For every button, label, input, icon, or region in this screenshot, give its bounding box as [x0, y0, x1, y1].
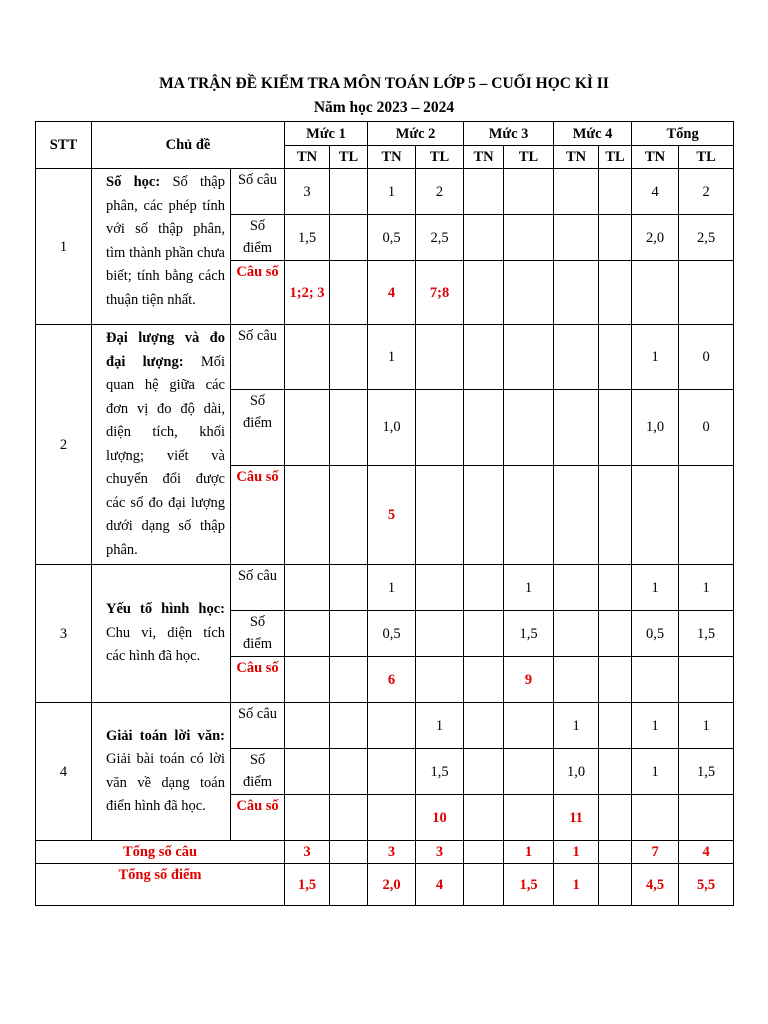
value-cell: 7;8 [416, 261, 464, 325]
value-cell [554, 389, 599, 465]
header-sub-4: TN [464, 146, 504, 169]
total-value-cell [330, 841, 368, 864]
value-cell: 11 [554, 795, 599, 841]
header-sub-0: TN [285, 146, 330, 169]
value-cell [599, 215, 632, 261]
value-cell [330, 389, 368, 465]
value-cell: 1,5 [285, 215, 330, 261]
row-label-cau-so: Câu số [231, 261, 285, 325]
total-value-cell: 1 [554, 864, 599, 906]
row-label-so-diem: Số điểm [231, 749, 285, 795]
total-value-cell [330, 864, 368, 906]
row-label-so-cau: Số câu [231, 565, 285, 611]
totals-label: Tổng số điểm [36, 864, 285, 906]
row-label-cau-so: Câu số [231, 465, 285, 564]
value-cell [504, 703, 554, 749]
value-cell: 1 [368, 169, 416, 215]
stt-cell: 3 [36, 565, 92, 703]
header-sub-3: TL [416, 146, 464, 169]
value-cell [416, 325, 464, 390]
value-cell: 2,0 [632, 215, 679, 261]
value-cell [464, 703, 504, 749]
topic-cell [92, 565, 231, 703]
header-sub-2: TN [368, 146, 416, 169]
value-cell: 1 [632, 565, 679, 611]
value-cell: 5 [368, 465, 416, 564]
value-cell: 2,5 [679, 215, 734, 261]
value-cell [599, 465, 632, 564]
value-cell [330, 169, 368, 215]
row-label-cau-so: Câu số [231, 657, 285, 703]
value-cell [285, 611, 330, 657]
value-cell: 9 [504, 657, 554, 703]
value-cell: 1,5 [416, 749, 464, 795]
total-value-cell [464, 864, 504, 906]
value-cell: 2 [416, 169, 464, 215]
header-sub-8: TN [632, 146, 679, 169]
value-cell [599, 325, 632, 390]
value-cell: 1,0 [632, 389, 679, 465]
topic-heading: Yếu tố hình học: [106, 601, 225, 618]
value-cell [464, 215, 504, 261]
stt-cell: 1 [36, 169, 92, 325]
row-label-so-diem: Số điểm [231, 389, 285, 465]
value-cell [464, 565, 504, 611]
value-cell [330, 657, 368, 703]
value-cell: 1 [368, 325, 416, 390]
stt-cell: 4 [36, 703, 92, 841]
topic-description: Chu vi, diện tích các hình đã học. [106, 624, 225, 665]
value-cell [416, 657, 464, 703]
value-cell [554, 325, 599, 390]
header-sub-7: TL [599, 146, 632, 169]
topic-description: Giải bài toán có lời văn về dạng toán điển hình đã học. [106, 751, 225, 814]
value-cell [599, 389, 632, 465]
value-cell [632, 795, 679, 841]
value-cell: 1 [416, 703, 464, 749]
value-cell [330, 749, 368, 795]
value-cell: 2,5 [416, 215, 464, 261]
value-cell [464, 611, 504, 657]
value-cell [504, 261, 554, 325]
total-value-cell: 2,0 [368, 864, 416, 906]
value-cell [554, 465, 599, 564]
value-cell [285, 703, 330, 749]
value-cell [599, 703, 632, 749]
value-cell: 0 [679, 389, 734, 465]
header-level-4: Mức 4 [554, 122, 632, 146]
total-value-cell [599, 841, 632, 864]
value-cell [599, 565, 632, 611]
value-cell [285, 795, 330, 841]
value-cell [368, 749, 416, 795]
total-value-cell: 7 [632, 841, 679, 864]
topic-description: Mối quan hệ giữa các đơn vị đo độ dài, diện tích, khối lượng; viết và chuyển đổi được các số đo đại lượng dưới dạng số thập phân. [106, 353, 226, 558]
value-cell: 1 [632, 703, 679, 749]
value-cell [464, 749, 504, 795]
value-cell [679, 795, 734, 841]
value-cell: 1 [679, 565, 734, 611]
header-sub-5: TL [504, 146, 554, 169]
row-label-so-diem: Số điểm [231, 215, 285, 261]
value-cell [368, 795, 416, 841]
value-cell [330, 611, 368, 657]
header-level-2: Mức 2 [368, 122, 464, 146]
value-cell [504, 795, 554, 841]
value-cell: 0,5 [368, 215, 416, 261]
total-value-cell: 4,5 [632, 864, 679, 906]
total-value-cell: 3 [416, 841, 464, 864]
value-cell [416, 389, 464, 465]
header-stt: STT [36, 122, 92, 169]
value-cell [599, 749, 632, 795]
row-label-so-cau: Số câu [231, 325, 285, 390]
total-value-cell: 4 [416, 864, 464, 906]
total-value-cell: 3 [368, 841, 416, 864]
value-cell: 1;2; 3 [285, 261, 330, 325]
topic-cell [92, 703, 231, 841]
value-cell [285, 325, 330, 390]
header-total: Tổng [632, 122, 734, 146]
value-cell [330, 261, 368, 325]
row-label-so-cau: Số câu [231, 169, 285, 215]
value-cell: 1,5 [679, 611, 734, 657]
value-cell [679, 261, 734, 325]
value-cell [464, 169, 504, 215]
table-row [36, 169, 734, 215]
value-cell: 0,5 [632, 611, 679, 657]
totals-label: Tổng số câu [36, 841, 285, 864]
value-cell [632, 657, 679, 703]
value-cell [504, 465, 554, 564]
value-cell [679, 465, 734, 564]
totals-row [36, 841, 734, 864]
value-cell [464, 261, 504, 325]
topic-description: Số thập phân, các phép tính với số thập phân, tìm thành phần chưa biết; tính bằng cách thuận tiện nhất. [106, 174, 225, 308]
topic-heading: Số học: [106, 174, 161, 190]
total-value-cell [464, 841, 504, 864]
total-value-cell: 1 [504, 841, 554, 864]
row-label-cau-so: Câu số [231, 795, 285, 841]
value-cell [330, 795, 368, 841]
value-cell: 0 [679, 325, 734, 390]
value-cell [330, 465, 368, 564]
topic-heading: Giải toán lời văn: [106, 727, 225, 744]
total-value-cell: 1,5 [504, 864, 554, 906]
row-label-so-cau: Số câu [231, 703, 285, 749]
value-cell: 1 [554, 703, 599, 749]
value-cell [330, 703, 368, 749]
stt-cell: 2 [36, 325, 92, 565]
row-label-so-diem: Số điểm [231, 611, 285, 657]
value-cell: 1,0 [554, 749, 599, 795]
value-cell [416, 565, 464, 611]
value-cell [464, 465, 504, 564]
exam-matrix-table [35, 121, 734, 906]
value-cell [464, 657, 504, 703]
value-cell [285, 749, 330, 795]
value-cell [632, 465, 679, 564]
value-cell [632, 261, 679, 325]
value-cell [464, 795, 504, 841]
value-cell: 4 [368, 261, 416, 325]
value-cell [285, 657, 330, 703]
value-cell [285, 465, 330, 564]
value-cell: 6 [368, 657, 416, 703]
value-cell [504, 749, 554, 795]
value-cell: 1 [632, 749, 679, 795]
value-cell [504, 389, 554, 465]
value-cell: 1 [368, 565, 416, 611]
table-row [36, 325, 734, 390]
value-cell [504, 325, 554, 390]
value-cell: 2 [679, 169, 734, 215]
document-title: MA TRẬN ĐỀ KIỂM TRA MÔN TOÁN LỚP 5 – CUỐI HỌC KÌ II [159, 75, 609, 92]
total-value-cell [599, 864, 632, 906]
total-value-cell: 1,5 [285, 864, 330, 906]
table-row [36, 703, 734, 749]
value-cell [464, 389, 504, 465]
total-value-cell: 4 [679, 841, 734, 864]
value-cell [599, 261, 632, 325]
value-cell [285, 389, 330, 465]
value-cell: 1 [632, 325, 679, 390]
value-cell [285, 565, 330, 611]
header-topic: Chủ đề [92, 122, 285, 169]
header-level-3: Mức 3 [464, 122, 554, 146]
header-sub-1: TL [330, 146, 368, 169]
header-sub-6: TN [554, 146, 599, 169]
value-cell: 3 [285, 169, 330, 215]
table-row [36, 565, 734, 611]
value-cell [554, 261, 599, 325]
value-cell [554, 657, 599, 703]
value-cell [599, 169, 632, 215]
value-cell: 10 [416, 795, 464, 841]
value-cell [554, 611, 599, 657]
total-value-cell: 1 [554, 841, 599, 864]
value-cell: 1 [504, 565, 554, 611]
totals-row [36, 864, 734, 906]
value-cell [679, 657, 734, 703]
value-cell [416, 611, 464, 657]
value-cell [416, 465, 464, 564]
value-cell: 1,5 [504, 611, 554, 657]
value-cell [599, 795, 632, 841]
value-cell: 1,0 [368, 389, 416, 465]
header-sub-9: TL [679, 146, 734, 169]
value-cell [504, 169, 554, 215]
topic-cell [92, 325, 231, 565]
topic-cell [92, 169, 231, 325]
value-cell: 1,5 [679, 749, 734, 795]
value-cell: 0,5 [368, 611, 416, 657]
total-value-cell: 3 [285, 841, 330, 864]
value-cell [599, 611, 632, 657]
value-cell: 4 [632, 169, 679, 215]
value-cell [330, 565, 368, 611]
school-year: Năm học 2023 – 2024 [313, 99, 455, 116]
value-cell [330, 215, 368, 261]
value-cell [464, 325, 504, 390]
value-cell [554, 565, 599, 611]
topic-heading: Đại lượng và đo đại lượng: [106, 330, 225, 370]
value-cell [504, 215, 554, 261]
value-cell [368, 703, 416, 749]
value-cell [330, 325, 368, 390]
total-value-cell: 5,5 [679, 864, 734, 906]
value-cell [599, 657, 632, 703]
value-cell: 1 [679, 703, 734, 749]
header-level-1: Mức 1 [285, 122, 368, 146]
value-cell [554, 169, 599, 215]
value-cell [554, 215, 599, 261]
